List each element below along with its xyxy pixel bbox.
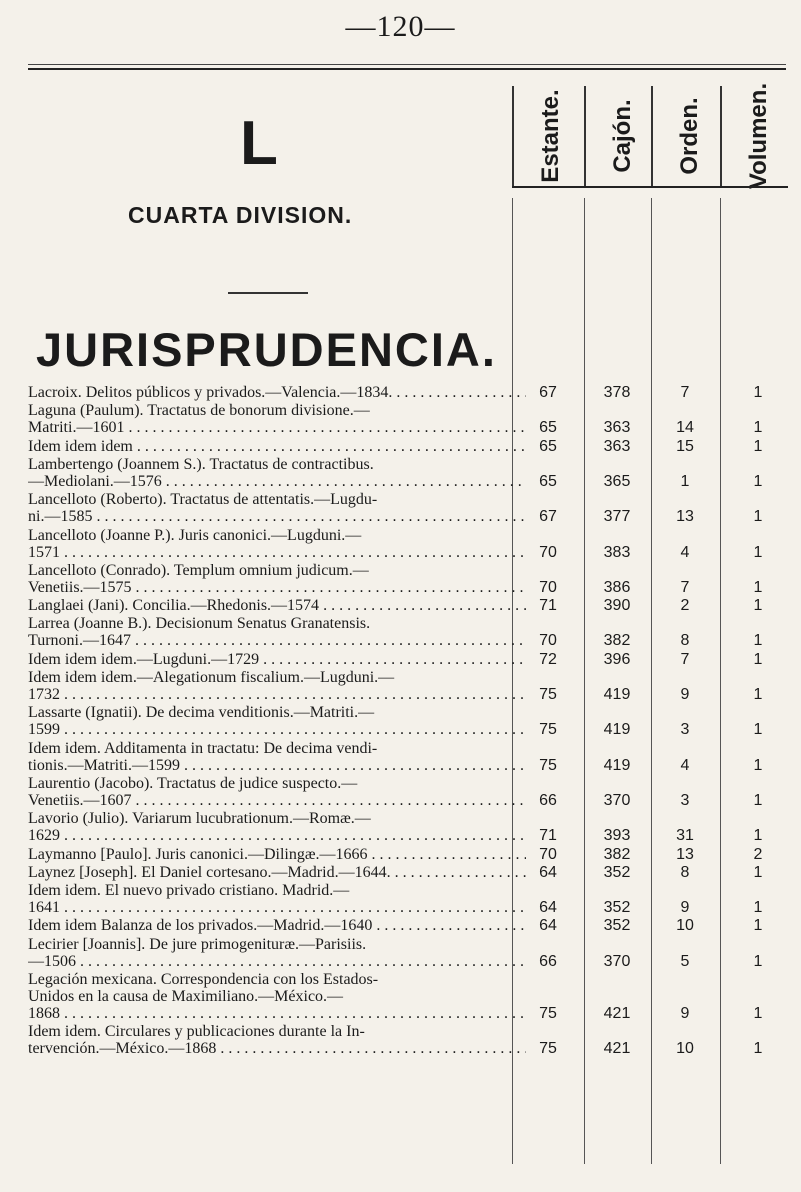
cell-estante: 75 xyxy=(539,1040,557,1058)
cell-orden: 13 xyxy=(676,508,694,526)
cell-cajon: 365 xyxy=(603,472,631,490)
cell-cajon: 382 xyxy=(603,632,631,650)
entry-line: Lancelloto (Joanne P.). Juris canonici.—Lugduni.— xyxy=(28,526,362,544)
cell-cajon: 377 xyxy=(603,508,631,526)
cell-orden: 8 xyxy=(680,632,690,650)
cell-cajon: 419 xyxy=(603,756,631,774)
entry-title xyxy=(28,1023,526,1057)
column-header-volumen: Volumen. xyxy=(720,86,796,186)
cell-estante: 72 xyxy=(539,650,557,668)
cell-volumen: 2 xyxy=(753,845,763,863)
entry-title xyxy=(28,917,526,934)
cell-orden: 7 xyxy=(680,384,690,401)
cell-volumen: 1 xyxy=(753,384,763,401)
entry-line: 1599 . . . xyxy=(28,721,526,738)
entry-title xyxy=(28,669,526,703)
entry-line: Lecirier [Joannis]. De jure primogenituræ.—Parisiis. xyxy=(28,935,367,953)
entry-line: Laurentio (Jacobo). Tractatus de judice suspecto.— xyxy=(28,774,358,792)
cell-estante: 70 xyxy=(539,632,557,650)
cell-orden: 9 xyxy=(680,899,690,917)
cell-estante: 65 xyxy=(539,437,557,455)
cell-volumen: 1 xyxy=(753,1040,763,1058)
cell-volumen: 1 xyxy=(753,756,763,774)
entry-line: ni.—1585 . . . xyxy=(28,508,526,525)
entry-line: Laguna (Paulum). Tractatus de bonorum divisione.— xyxy=(28,402,370,420)
cell-cajon: 390 xyxy=(603,597,631,615)
cell-orden: 2 xyxy=(680,597,690,615)
cell-orden: 3 xyxy=(680,721,690,739)
entry-line: Idem idem. Circulares y publicaciones durante la In- xyxy=(28,1023,365,1041)
cell-estante: 75 xyxy=(539,756,557,774)
entry-line: Lassarte (Ignatii). De decima venditionis.—Matriti.— xyxy=(28,704,375,722)
entry-line: 1571 . . . xyxy=(28,544,526,561)
cell-estante: 66 xyxy=(539,952,557,970)
entry-title xyxy=(28,402,526,436)
division-heading: CUARTA DIVISION. xyxy=(128,202,353,228)
entry-title xyxy=(28,527,526,561)
cell-volumen: 1 xyxy=(753,686,763,703)
entry-title xyxy=(28,846,526,863)
entry-line: Lacroix. Delitos públicos y privados.—Valencia.—1834. . . . xyxy=(28,384,526,401)
cell-cajon: 352 xyxy=(603,863,631,881)
entry-title xyxy=(28,456,526,490)
cell-estante: 70 xyxy=(539,578,557,596)
entry-title xyxy=(28,384,526,401)
cell-orden: 14 xyxy=(676,419,694,437)
entry-line: Idem idem. Additamenta in tractatu: De decima vendi- xyxy=(28,739,378,757)
cell-orden: 9 xyxy=(680,686,690,703)
cell-estante: 65 xyxy=(539,419,557,437)
entry-title xyxy=(28,936,526,970)
entry-title xyxy=(28,864,526,881)
entry-title xyxy=(28,562,526,596)
divider xyxy=(228,292,308,294)
cell-estante: 64 xyxy=(539,863,557,881)
cell-orden: 8 xyxy=(680,863,690,881)
entry-title xyxy=(28,810,526,844)
cell-cajon: 383 xyxy=(603,543,631,561)
top-rule xyxy=(28,64,786,65)
cell-volumen: 1 xyxy=(753,508,763,526)
cell-cajon: 352 xyxy=(603,917,631,935)
cell-orden: 1 xyxy=(680,472,690,490)
cell-estante: 65 xyxy=(539,472,557,490)
cell-cajon: 393 xyxy=(603,827,631,845)
entry-line: —Mediolani.—1576 . . . xyxy=(28,473,526,490)
column-header-orden: Orden. xyxy=(651,86,727,186)
cell-estante: 71 xyxy=(539,827,557,845)
cell-volumen: 1 xyxy=(753,419,763,437)
entry-line: 1641 . . . xyxy=(28,899,526,916)
cell-orden: 10 xyxy=(676,917,694,935)
page-number: —120— xyxy=(345,10,456,43)
cell-cajon: 419 xyxy=(603,721,631,739)
entry-line: Laynez [Joseph]. El Daniel cortesano.—Madrid.—1644. . . . xyxy=(28,864,526,881)
cell-estante: 75 xyxy=(539,721,557,739)
entry-title xyxy=(28,704,526,738)
cell-volumen: 1 xyxy=(753,721,763,739)
entry-title xyxy=(28,651,526,668)
cell-estante: 67 xyxy=(539,508,557,526)
entry-line: Langlaei (Jani). Concilia.—Rhedonis.—1574 . . . xyxy=(28,597,526,614)
cell-estante: 71 xyxy=(539,597,557,615)
cell-estante: 75 xyxy=(539,1005,557,1022)
cell-estante: 75 xyxy=(539,686,557,703)
cell-estante: 67 xyxy=(539,384,557,401)
column-header-estante: Estante. xyxy=(512,86,588,186)
cell-volumen: 1 xyxy=(753,1005,763,1022)
cell-orden: 3 xyxy=(680,791,690,809)
entry-line: Idem idem idem . . . xyxy=(28,438,526,455)
cell-orden: 4 xyxy=(680,543,690,561)
entry-line: Matriti.—1601 . . . xyxy=(28,419,526,436)
column-header-cajon: Cajón. xyxy=(584,86,660,186)
cell-estante: 70 xyxy=(539,845,557,863)
cell-cajon: 382 xyxy=(603,845,631,863)
cell-orden: 9 xyxy=(680,1005,690,1022)
entry-title xyxy=(28,615,526,649)
cell-volumen: 1 xyxy=(753,952,763,970)
cell-cajon: 419 xyxy=(603,686,631,703)
entry-line: tionis.—Matriti.—1599 . . . xyxy=(28,757,526,774)
cell-volumen: 1 xyxy=(753,917,763,935)
entry-line: Larrea (Joanne B.). Decisionum Senatus Granatensis. xyxy=(28,615,371,633)
entry-line: —1506 . . . xyxy=(28,953,526,970)
entry-line: Lancelloto (Conrado). Templum omnium judicum.— xyxy=(28,561,369,579)
cell-volumen: 1 xyxy=(753,543,763,561)
column-rule xyxy=(584,198,585,1164)
entry-line: 1629 . . . xyxy=(28,827,526,844)
cell-estante: 70 xyxy=(539,543,557,561)
section-letter: L xyxy=(240,109,278,178)
cell-orden: 7 xyxy=(680,578,690,596)
column-rule xyxy=(651,198,652,1164)
entry-line: Lambertengo (Joannem S.). Tractatus de contractibus. xyxy=(28,455,374,473)
cell-cajon: 352 xyxy=(603,899,631,917)
cell-cajon: 363 xyxy=(603,437,631,455)
cell-orden: 4 xyxy=(680,756,690,774)
cell-cajon: 386 xyxy=(603,578,631,596)
entry-title xyxy=(28,971,526,1022)
entry-line: tervención.—México.—1868 . . . xyxy=(28,1040,526,1057)
cell-orden: 31 xyxy=(676,827,694,845)
column-rule xyxy=(720,198,721,1164)
header-rule xyxy=(512,186,788,188)
cell-estante: 66 xyxy=(539,791,557,809)
cell-volumen: 1 xyxy=(753,791,763,809)
cell-volumen: 1 xyxy=(753,437,763,455)
entry-title xyxy=(28,740,526,774)
entry-line: 1868 . . . xyxy=(28,1005,526,1022)
section-title: JURISPRUDENCIA. xyxy=(36,323,497,376)
entry-line: Venetiis.—1575 . . . xyxy=(28,579,526,596)
cell-orden: 15 xyxy=(676,437,694,455)
cell-cajon: 363 xyxy=(603,419,631,437)
cell-orden: 5 xyxy=(680,952,690,970)
entry-title xyxy=(28,882,526,916)
entry-line: Idem idem. El nuevo privado cristiano. Madrid.— xyxy=(28,882,350,900)
cell-cajon: 396 xyxy=(603,650,631,668)
entry-line: Idem idem idem.—Alegationum fiscalium.—Lugduni.— xyxy=(28,669,395,686)
entry-title xyxy=(28,491,526,525)
cell-estante: 64 xyxy=(539,899,557,917)
entry-title xyxy=(28,438,526,455)
entry-line: 1732 . . . xyxy=(28,686,526,703)
cell-volumen: 1 xyxy=(753,578,763,596)
cell-volumen: 1 xyxy=(753,827,763,845)
cell-cajon: 421 xyxy=(603,1040,631,1058)
cell-volumen: 1 xyxy=(753,597,763,615)
cell-estante: 64 xyxy=(539,917,557,935)
cell-volumen: 1 xyxy=(753,650,763,668)
cell-orden: 10 xyxy=(676,1040,694,1058)
entry-line: Lavorio (Julio). Variarum lucubrationum.—Romæ.— xyxy=(28,810,371,828)
cell-cajon: 370 xyxy=(603,791,631,809)
cell-orden: 13 xyxy=(676,845,694,863)
entry-line: Legación mexicana. Correspondencia con los Estados- xyxy=(28,971,379,988)
cell-volumen: 1 xyxy=(753,899,763,917)
cell-cajon: 370 xyxy=(603,952,631,970)
entry-title xyxy=(28,597,526,614)
cell-volumen: 1 xyxy=(753,863,763,881)
entry-line: Unidos en la causa de Maximiliano.—México.— xyxy=(28,988,344,1005)
entry-line: Idem idem idem.—Lugduni.—1729 . . . xyxy=(28,651,526,668)
cell-volumen: 1 xyxy=(753,472,763,490)
cell-cajon: 421 xyxy=(603,1005,631,1022)
cell-volumen: 1 xyxy=(753,632,763,650)
entry-title xyxy=(28,775,526,809)
entry-line: Turnoni.—1647 . . . xyxy=(28,632,526,649)
entry-line: Venetiis.—1607 . . . xyxy=(28,792,526,809)
entry-line: Laymanno [Paulo]. Juris canonici.—Dilingæ.—1666 . . . xyxy=(28,846,526,863)
entry-line: Idem idem Balanza de los privados.—Madrid.—1640 . . . xyxy=(28,917,526,934)
entry-line: Lancelloto (Roberto). Tractatus de attentatis.—Lugdu- xyxy=(28,491,378,509)
cell-orden: 7 xyxy=(680,650,690,668)
top-rule-thick xyxy=(28,68,786,70)
cell-cajon: 378 xyxy=(603,384,631,401)
